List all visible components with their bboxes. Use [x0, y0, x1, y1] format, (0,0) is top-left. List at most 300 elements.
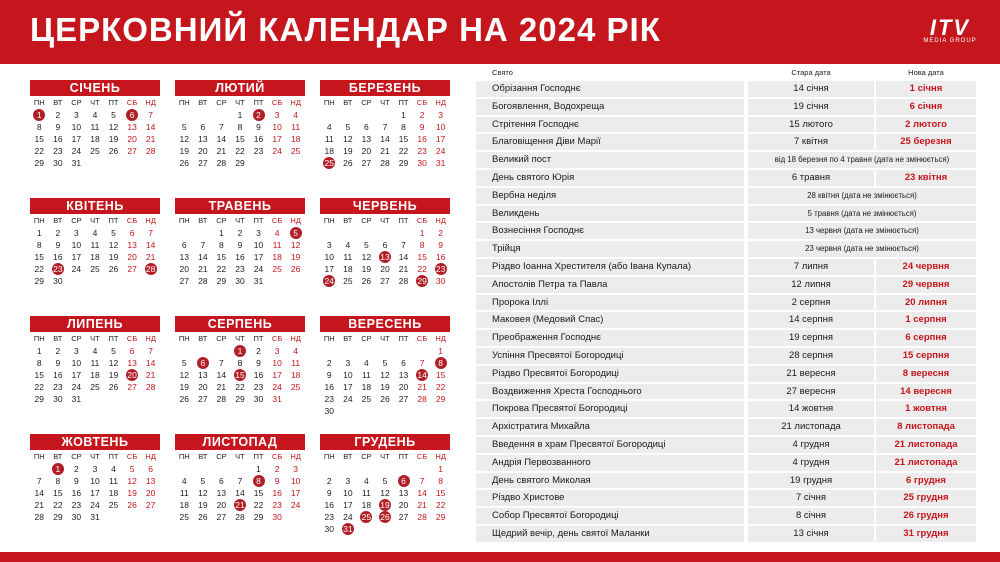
- holiday-name: Пророка Іллі: [476, 295, 744, 311]
- weekday-label: ПН: [323, 216, 335, 225]
- day-number: 19: [108, 370, 119, 380]
- day-number: 24: [272, 146, 282, 156]
- day-number: 21: [145, 252, 156, 262]
- day-number: 26: [108, 146, 119, 156]
- day-number: 22: [253, 500, 264, 510]
- empty-day: [376, 109, 395, 121]
- logo-text: ITV: [929, 15, 971, 40]
- day-number: 27: [198, 158, 208, 168]
- day-number: 11: [291, 122, 301, 132]
- empty-day: [320, 463, 339, 475]
- day-number: 15: [435, 488, 446, 498]
- new-date: 21 листопада: [876, 437, 976, 453]
- weekday-label: ВТ: [53, 334, 63, 343]
- day-number: 1: [237, 110, 243, 120]
- day-number: 25: [361, 394, 372, 404]
- day-number: 27: [127, 382, 137, 392]
- weekday-label: СБ: [126, 334, 138, 343]
- weekday-label: НД: [435, 452, 446, 461]
- day-number: 5: [181, 358, 187, 368]
- weekday-label: ПТ: [253, 98, 264, 107]
- day-number: 17: [71, 134, 82, 144]
- day-number: 3: [92, 464, 98, 474]
- table-row: [476, 472, 976, 490]
- weekday-label: ПТ: [108, 216, 119, 225]
- day-number: 4: [293, 110, 299, 120]
- day-number: 7: [219, 122, 224, 132]
- day-number: 5: [382, 476, 388, 486]
- table-row: [476, 258, 976, 276]
- day-number: 17: [343, 500, 353, 510]
- day-number: 10: [343, 370, 353, 380]
- holiday-name: Богоявлення, Водохреща: [476, 99, 744, 115]
- day-number: 27: [145, 500, 156, 510]
- new-date: 1 жовтня: [876, 401, 976, 417]
- month-block: [320, 434, 450, 535]
- day-number: 2: [256, 346, 261, 356]
- day-number: 10: [290, 476, 301, 486]
- month-title: БЕРЕЗЕНЬ: [320, 80, 450, 96]
- day-number: 2: [419, 110, 425, 120]
- day-number: 6: [364, 122, 369, 132]
- new-date: 23 квітня: [876, 170, 976, 186]
- day-number: 10: [71, 240, 82, 250]
- table-row: [476, 187, 976, 205]
- day-number: 7: [148, 110, 154, 120]
- day-number: 28: [216, 394, 227, 404]
- holiday-name: День святого Юрія: [476, 170, 744, 186]
- month-grid: [175, 214, 305, 287]
- day-number: 14: [216, 370, 227, 380]
- new-date: 25 березня: [876, 134, 976, 150]
- weekday-label: ПТ: [253, 452, 264, 461]
- day-number: 6: [382, 240, 388, 250]
- holiday-day: 8: [431, 357, 450, 369]
- day-number: 19: [108, 134, 119, 144]
- day-number: 26: [108, 382, 119, 392]
- empty-day: [339, 345, 358, 357]
- weekday-label: ЧТ: [90, 452, 100, 461]
- table-row: [476, 329, 976, 347]
- day-number: 21: [417, 382, 427, 392]
- holiday-name: Апостолів Петра та Павла: [476, 277, 744, 293]
- old-date: 19 січня: [748, 99, 874, 115]
- table-row: [476, 240, 976, 258]
- old-date: 4 грудня: [748, 437, 874, 453]
- weekday-label: СР: [216, 98, 227, 107]
- day-number: 17: [71, 252, 82, 262]
- day-number: 29: [34, 276, 45, 286]
- table-row: [476, 276, 976, 294]
- day-number: 15: [235, 134, 245, 144]
- holiday-day: 6: [123, 109, 142, 121]
- weekday-label: ЧТ: [235, 98, 245, 107]
- day-number: 18: [343, 264, 353, 274]
- day-number: 28: [216, 158, 227, 168]
- old-date: 4 грудня: [748, 455, 874, 471]
- day-number: 25: [90, 264, 100, 274]
- day-number: 16: [435, 252, 446, 262]
- table-row: [476, 80, 976, 98]
- table-row: [476, 365, 976, 383]
- new-date: 1 січня: [876, 81, 976, 97]
- weekday-label: ВТ: [198, 452, 208, 461]
- table-row: [476, 294, 976, 312]
- day-number: 4: [92, 228, 98, 238]
- weekday-label: ПТ: [398, 216, 409, 225]
- day-number: 5: [364, 240, 369, 250]
- month-grid: [30, 214, 160, 287]
- day-number: 11: [179, 488, 189, 498]
- day-number: 16: [324, 382, 335, 392]
- day-number: 21: [216, 146, 227, 156]
- day-number: 29: [34, 158, 45, 168]
- day-number: 13: [216, 488, 227, 498]
- weekday-label: СБ: [271, 334, 283, 343]
- day-number: 2: [326, 358, 332, 368]
- new-date: 26 грудня: [876, 508, 976, 524]
- day-number: 6: [129, 228, 135, 238]
- day-number: 14: [417, 488, 427, 498]
- day-number: 19: [179, 146, 190, 156]
- day-number: 13: [127, 240, 137, 250]
- day-number: 30: [253, 394, 264, 404]
- day-number: 4: [92, 110, 98, 120]
- day-number: 5: [111, 346, 116, 356]
- weekday-label: ВТ: [53, 216, 63, 225]
- weekday-label: ПТ: [108, 334, 119, 343]
- month-title: ЛЮТИЙ: [175, 80, 305, 96]
- holiday-name: Андрія Первозванного: [476, 455, 744, 471]
- old-date: 2 серпня: [748, 295, 874, 311]
- old-date: 27 вересня: [748, 384, 874, 400]
- month-block: [30, 434, 160, 523]
- day-number: 25: [343, 276, 353, 286]
- holiday-name: Різдво Іоанна Хрестителя (або Івана Купала): [476, 259, 744, 275]
- weekday-label: СР: [216, 452, 227, 461]
- day-number: 18: [179, 500, 190, 510]
- day-number: 24: [343, 512, 353, 522]
- month-title: КВІТЕНЬ: [30, 198, 160, 214]
- weekday-label: ПН: [323, 98, 335, 107]
- day-number: 26: [198, 512, 208, 522]
- weekday-label: СР: [71, 452, 82, 461]
- day-number: 20: [380, 264, 390, 274]
- day-number: 16: [53, 370, 63, 380]
- weekday-label: ПТ: [108, 98, 119, 107]
- day-number: 22: [216, 264, 227, 274]
- day-number: 18: [90, 252, 100, 262]
- holiday-name: День святого Миколая: [476, 473, 744, 489]
- day-number: 31: [71, 158, 82, 168]
- day-number: 20: [216, 500, 227, 510]
- month-grid: [30, 96, 160, 169]
- holiday-day: 13: [380, 252, 390, 262]
- day-number: 23: [417, 146, 427, 156]
- day-number: 13: [361, 134, 372, 144]
- day-number: 22: [53, 500, 63, 510]
- day-number: 22: [34, 382, 45, 392]
- weekday-label: НД: [145, 216, 156, 225]
- day-number: 8: [36, 122, 42, 132]
- day-number: 10: [90, 476, 100, 486]
- day-number: 16: [253, 370, 264, 380]
- empty-day: [357, 227, 376, 239]
- day-number: 29: [435, 512, 446, 522]
- month-title: ГРУДЕНЬ: [320, 434, 450, 450]
- day-number: 20: [198, 382, 208, 392]
- month-block: [175, 434, 305, 523]
- day-number: 31: [90, 512, 100, 522]
- day-number: 30: [324, 406, 335, 416]
- old-date: 7 січня: [748, 490, 874, 506]
- weekday-label: ВТ: [343, 452, 353, 461]
- day-number: 24: [435, 146, 446, 156]
- day-number: 20: [198, 146, 208, 156]
- weekday-label: ЧТ: [235, 334, 245, 343]
- empty-day: [339, 227, 358, 239]
- day-number: 26: [361, 276, 372, 286]
- day-number: 24: [253, 264, 264, 274]
- day-number: 9: [438, 240, 444, 250]
- day-number: 15: [34, 370, 45, 380]
- day-number: 16: [253, 134, 264, 144]
- old-date: 15 лютого: [748, 117, 874, 133]
- day-number: 30: [53, 394, 63, 404]
- day-number: 20: [127, 252, 137, 262]
- weekday-label: СБ: [416, 334, 428, 343]
- day-number: 31: [272, 394, 282, 404]
- weekday-label: НД: [145, 452, 156, 461]
- day-number: 27: [380, 276, 390, 286]
- day-number: 4: [181, 476, 187, 486]
- day-number: 8: [55, 476, 61, 486]
- day-number: 4: [364, 358, 369, 368]
- old-date: 21 вересня: [748, 366, 874, 382]
- day-number: 30: [272, 512, 282, 522]
- empty-day: [357, 463, 376, 475]
- day-number: 23: [253, 146, 264, 156]
- day-number: 14: [145, 122, 156, 132]
- table-row: [476, 525, 976, 543]
- month-title: ЛИСТОПАД: [175, 434, 305, 450]
- day-number: 26: [179, 394, 190, 404]
- day-number: 18: [90, 370, 100, 380]
- day-number: 15: [398, 134, 409, 144]
- holiday-day: 1: [231, 345, 250, 357]
- day-number: 17: [71, 370, 82, 380]
- day-number: 19: [198, 500, 208, 510]
- empty-day: [376, 345, 395, 357]
- day-number: 27: [127, 146, 137, 156]
- day-number: 6: [181, 240, 187, 250]
- weekday-label: ЧТ: [380, 452, 390, 461]
- day-number: 3: [274, 110, 280, 120]
- holiday-name: Воздвиження Хреста Господнього: [476, 384, 744, 400]
- day-number: 23: [324, 512, 335, 522]
- holiday-day: 15: [235, 370, 245, 380]
- holiday-name: Щедрий вечір, день святої Маланки: [476, 526, 744, 542]
- day-number: 14: [216, 134, 227, 144]
- day-number: 18: [361, 500, 372, 510]
- day-number: 12: [290, 240, 301, 250]
- day-number: 12: [127, 476, 137, 486]
- day-number: 6: [148, 464, 154, 474]
- day-number: 14: [34, 488, 45, 498]
- old-date: 19 грудня: [748, 473, 874, 489]
- new-date: 15 серпня: [876, 348, 976, 364]
- weekday-label: НД: [290, 334, 301, 343]
- day-number: 2: [326, 476, 332, 486]
- weekday-label: ВТ: [343, 216, 353, 225]
- weekday-label: ПН: [178, 334, 190, 343]
- table-row: [476, 151, 976, 169]
- day-number: 22: [435, 382, 446, 392]
- day-number: 12: [380, 488, 390, 498]
- day-number: 30: [71, 512, 82, 522]
- holiday-day: 25: [324, 158, 335, 168]
- day-number: 20: [398, 382, 409, 392]
- table-row: [476, 169, 976, 187]
- new-date: 6 грудня: [876, 473, 976, 489]
- day-number: 14: [235, 488, 245, 498]
- empty-day: [357, 345, 376, 357]
- day-number: 3: [256, 228, 261, 238]
- day-number: 21: [34, 500, 45, 510]
- day-number: 17: [272, 370, 282, 380]
- day-number: 23: [324, 394, 335, 404]
- empty-day: [413, 463, 432, 475]
- day-number: 18: [108, 488, 119, 498]
- holiday-name: Трійця: [476, 241, 744, 257]
- weekday-label: ВТ: [198, 334, 208, 343]
- day-number: 12: [361, 252, 372, 262]
- weekday-label: ЧТ: [380, 334, 390, 343]
- empty-day: [320, 109, 339, 121]
- day-number: 30: [324, 524, 335, 534]
- holiday-name: Обрізання Господнє: [476, 81, 744, 97]
- day-number: 31: [71, 394, 82, 404]
- day-number: 2: [237, 228, 243, 238]
- holiday-name: Великий пост: [476, 152, 744, 168]
- holiday-day: 29: [417, 276, 427, 286]
- day-number: 24: [71, 146, 82, 156]
- day-number: 10: [71, 122, 82, 132]
- day-number: 3: [345, 476, 351, 486]
- day-number: 27: [216, 512, 227, 522]
- table-row: [476, 400, 976, 418]
- holiday-name: Введення в храм Пресвятої Богородиці: [476, 437, 744, 453]
- day-number: 5: [129, 464, 135, 474]
- day-number: 29: [34, 394, 45, 404]
- month-block: [175, 316, 305, 405]
- weekday-label: СР: [71, 98, 82, 107]
- old-date: 8 січня: [748, 508, 874, 524]
- day-number: 22: [235, 382, 245, 392]
- day-number: 14: [398, 252, 409, 262]
- day-number: 2: [274, 464, 280, 474]
- day-number: 8: [219, 240, 224, 250]
- weekday-label: ПН: [323, 452, 335, 461]
- day-number: 28: [145, 146, 156, 156]
- day-number: 1: [256, 464, 261, 474]
- day-number: 16: [53, 252, 63, 262]
- holiday-day: 21: [235, 500, 245, 510]
- weekday-label: ВТ: [343, 98, 353, 107]
- weekday-label: ЧТ: [90, 216, 100, 225]
- weekday-label: ВТ: [53, 98, 63, 107]
- day-number: 7: [148, 228, 154, 238]
- day-number: 11: [90, 122, 100, 132]
- day-number: 27: [361, 158, 372, 168]
- weekday-label: ПТ: [253, 216, 264, 225]
- day-number: 30: [435, 276, 446, 286]
- table-row: [476, 383, 976, 401]
- day-number: 11: [361, 488, 371, 498]
- day-number: 26: [108, 264, 119, 274]
- day-number: 9: [419, 122, 425, 132]
- day-number: 10: [272, 122, 282, 132]
- day-number: 13: [198, 134, 208, 144]
- header-new-date: Нова дата: [908, 68, 944, 77]
- weekday-label: НД: [290, 216, 301, 225]
- day-number: 14: [145, 240, 156, 250]
- day-number: 8: [419, 240, 425, 250]
- month-title: ЖОВТЕНЬ: [30, 434, 160, 450]
- day-number: 24: [71, 382, 82, 392]
- date-note: 23 червня (дата не змінюється): [748, 241, 976, 257]
- empty-day: [394, 345, 413, 357]
- day-number: 23: [272, 500, 282, 510]
- bottom-bar: [0, 552, 1000, 562]
- empty-day: [212, 345, 231, 357]
- day-number: 21: [145, 370, 156, 380]
- weekday-label: ЧТ: [235, 216, 245, 225]
- month-grid: [320, 96, 450, 169]
- weekday-label: ЧТ: [380, 216, 390, 225]
- table-row: [476, 347, 976, 365]
- empty-day: [413, 345, 432, 357]
- day-number: 21: [198, 264, 208, 274]
- day-number: 6: [401, 358, 406, 368]
- day-number: 22: [34, 264, 45, 274]
- new-date: 14 вересня: [876, 384, 976, 400]
- day-number: 3: [74, 228, 79, 238]
- day-number: 12: [108, 358, 119, 368]
- table-row: [476, 116, 976, 134]
- day-number: 18: [272, 252, 282, 262]
- day-number: 11: [90, 358, 100, 368]
- day-number: 2: [74, 464, 79, 474]
- day-number: 1: [219, 228, 224, 238]
- table-header: [476, 64, 976, 80]
- day-number: 8: [237, 122, 243, 132]
- day-number: 17: [290, 488, 301, 498]
- empty-day: [320, 227, 339, 239]
- date-note: 13 червня (дата не змінюється): [748, 223, 976, 239]
- day-number: 23: [253, 382, 264, 392]
- day-number: 19: [108, 252, 119, 262]
- day-number: 21: [145, 134, 156, 144]
- empty-day: [320, 345, 339, 357]
- table-row: [476, 222, 976, 240]
- new-date: 31 грудня: [876, 526, 976, 542]
- new-date: 8 листопада: [876, 419, 976, 435]
- day-number: 15: [253, 488, 264, 498]
- day-number: 13: [145, 476, 156, 486]
- holiday-name: Архістратига Михайла: [476, 419, 744, 435]
- day-number: 7: [401, 240, 406, 250]
